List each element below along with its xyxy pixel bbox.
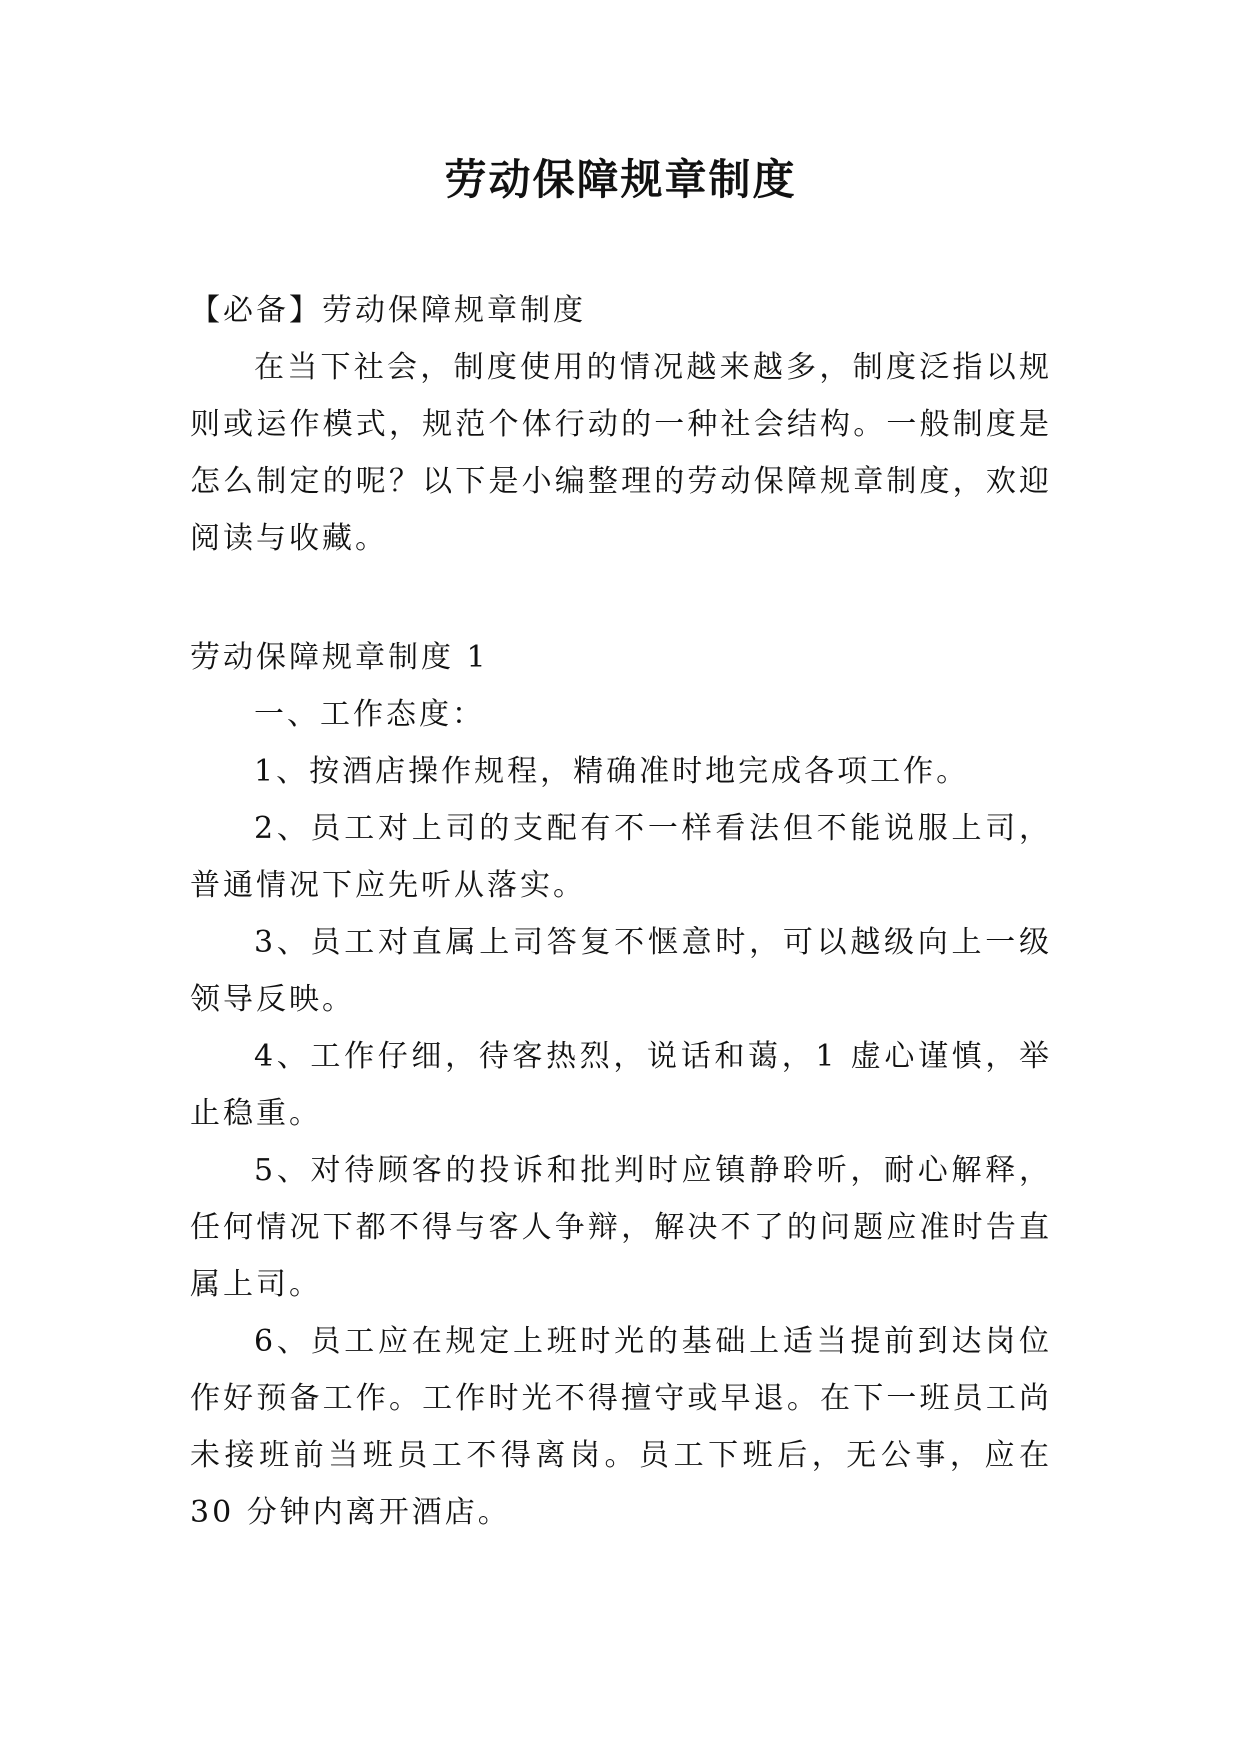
list-item: 2、员工对上司的支配有不一样看法但不能说服上司，普通情况下应先听从落实。: [190, 811, 1052, 903]
intro-paragraph: 在当下社会，制度使用的情况越来越多，制度泛指以规则或运作模式，规范个体行动的一种社会结构。一般制度是怎么制定的呢？以下是小编整理的劳动保障规章制度，欢迎阅读与收藏。: [190, 350, 1052, 556]
section-spacer: [190, 567, 1052, 629]
document-subtitle: 【必备】劳动保障规章制度: [190, 293, 586, 328]
document-body: [190, 282, 1052, 1541]
document-title: 劳动保障规章制度: [444, 155, 797, 204]
list-item: 3、员工对直属上司答复不惬意时，可以越级向上一级领导反映。: [190, 925, 1052, 1017]
list-item: 4、工作仔细，待客热烈，说话和蔼，1 虚心谨慎，举止稳重。: [190, 1039, 1052, 1131]
section-title: 劳动保障规章制度 1: [190, 640, 489, 675]
list-item: 6、员工应在规定上班时光的基础上适当提前到达岗位作好预备工作。工作时光不得擅守或早退。在下一班员工尚未接班前当班员工不得离岗。员工下班后，无公事，应在 30 分钟内离开酒店。: [190, 1324, 1052, 1530]
list-item: 1、按酒店操作规程，精确准时地完成各项工作。: [254, 754, 970, 789]
section-heading: 一、工作态度：: [254, 697, 485, 732]
list-item: 5、对待顾客的投诉和批判时应镇静聆听，耐心解释，任何情况下都不得与客人争辩，解决不了的问题应准时告直属上司。: [190, 1153, 1052, 1302]
